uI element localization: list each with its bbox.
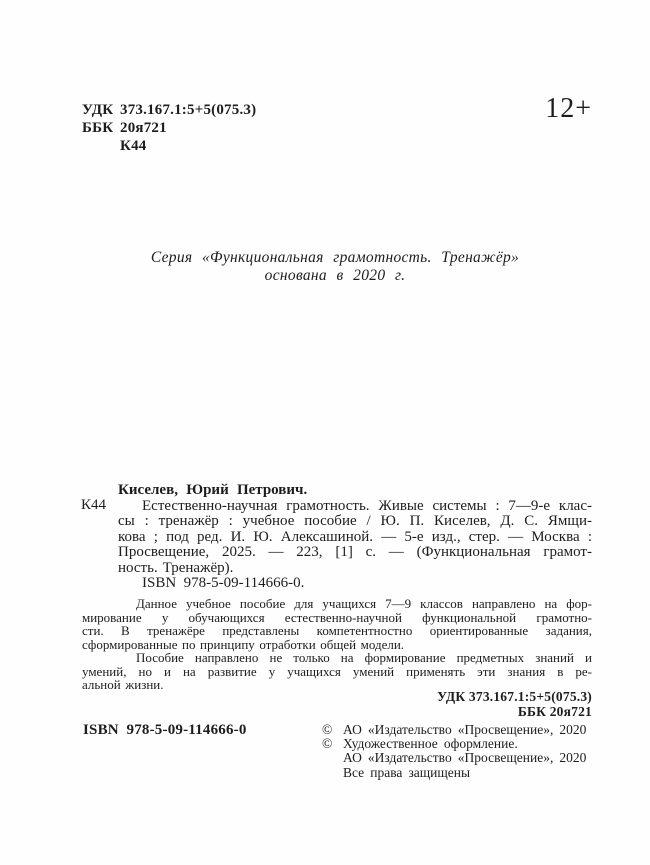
annotation-line: Пособие направлено не только на формирование предметных знаний и: [136, 650, 592, 665]
copyright-spacer: [322, 751, 343, 765]
copyright-text: АО «Издательство «Просвещение», 2020: [343, 750, 587, 766]
card-line: ность. Тренажёр).: [118, 559, 234, 576]
udk-label: УДК: [82, 102, 114, 118]
copyright-text: АО «Издательство «Просвещение», 2020: [343, 722, 587, 737]
card-line: Естественно-научная грамотность. Живые системы : 7—9-е клас-: [142, 497, 592, 514]
copyright-line: [322, 723, 586, 737]
annotation-line: умений, но и на развитие у учащихся умений применять эти знания в ре-: [82, 663, 592, 679]
bottom-classification-codes: [437, 689, 592, 719]
bbk-label: ББК: [82, 120, 114, 136]
annotation-line: альной жизни.: [82, 677, 164, 692]
annotation-line: сформированные по принципу отработки общей модели.: [82, 636, 405, 652]
series-founded: основана в 2020 г.: [264, 266, 406, 284]
copyright-line: [322, 766, 586, 780]
bottom-bbk: ББК 20я721: [517, 704, 592, 719]
copyright-line: [322, 751, 586, 765]
copyright-icon: ©: [322, 736, 333, 752]
bottom-udk: УДК 373.167.1:5+5(075.3): [437, 689, 592, 704]
copyright-text: Все права защищены: [343, 764, 471, 780]
age-rating-badge: 12+: [545, 93, 592, 124]
udk-value: 373.167.1:5+5(075.3): [120, 102, 257, 118]
annotation: [82, 597, 592, 692]
annotation-line: мирование у обучающихся естественно-научной функциональной грамотно-: [82, 609, 592, 625]
annotation-line: Данное учебное пособие для учащихся 7—9 классов направлено на фор-: [136, 596, 592, 611]
author-code-spacer: [82, 137, 120, 155]
bbk-row: [82, 119, 256, 137]
author-code: К44: [120, 138, 147, 154]
card-margin-code: К44: [81, 497, 107, 513]
copyright-icon: ©: [322, 722, 333, 737]
series-note: [78, 249, 592, 284]
copyright-text: Художественное оформление.: [343, 736, 518, 752]
copyright-block: [322, 723, 586, 780]
author-code-row: [82, 137, 256, 155]
card-line: кова ; под ред. И. Ю. Алексашиной. — 5-е изд., стер. — Москва :: [118, 528, 592, 545]
card-line: сы : тренажёр : учебное пособие / Ю. П. Киселев, Д. С. Ямщи-: [118, 513, 592, 529]
copyright-line: [322, 737, 586, 751]
card-isbn: ISBN 978-5-09-114666-0.: [142, 575, 305, 591]
catalog-card: [81, 482, 592, 592]
series-title: Серия «Функциональная грамотность. Тренажёр»: [150, 249, 520, 266]
card-line: Просвещение, 2025. — 223, [1] с. — (Функциональная грамот-: [118, 544, 592, 560]
card-author: Киселев, Юрий Петрович.: [118, 482, 308, 498]
bbk-value: 20я721: [120, 120, 167, 136]
top-classification-codes: [82, 101, 256, 155]
annotation-line: сти. В тренажёре представлены компетентностно ориентированные задания,: [82, 623, 592, 638]
footer-isbn: ISBN 978-5-09-114666-0: [83, 722, 247, 738]
udk-row: [82, 101, 256, 119]
copyright-spacer: [322, 766, 343, 780]
